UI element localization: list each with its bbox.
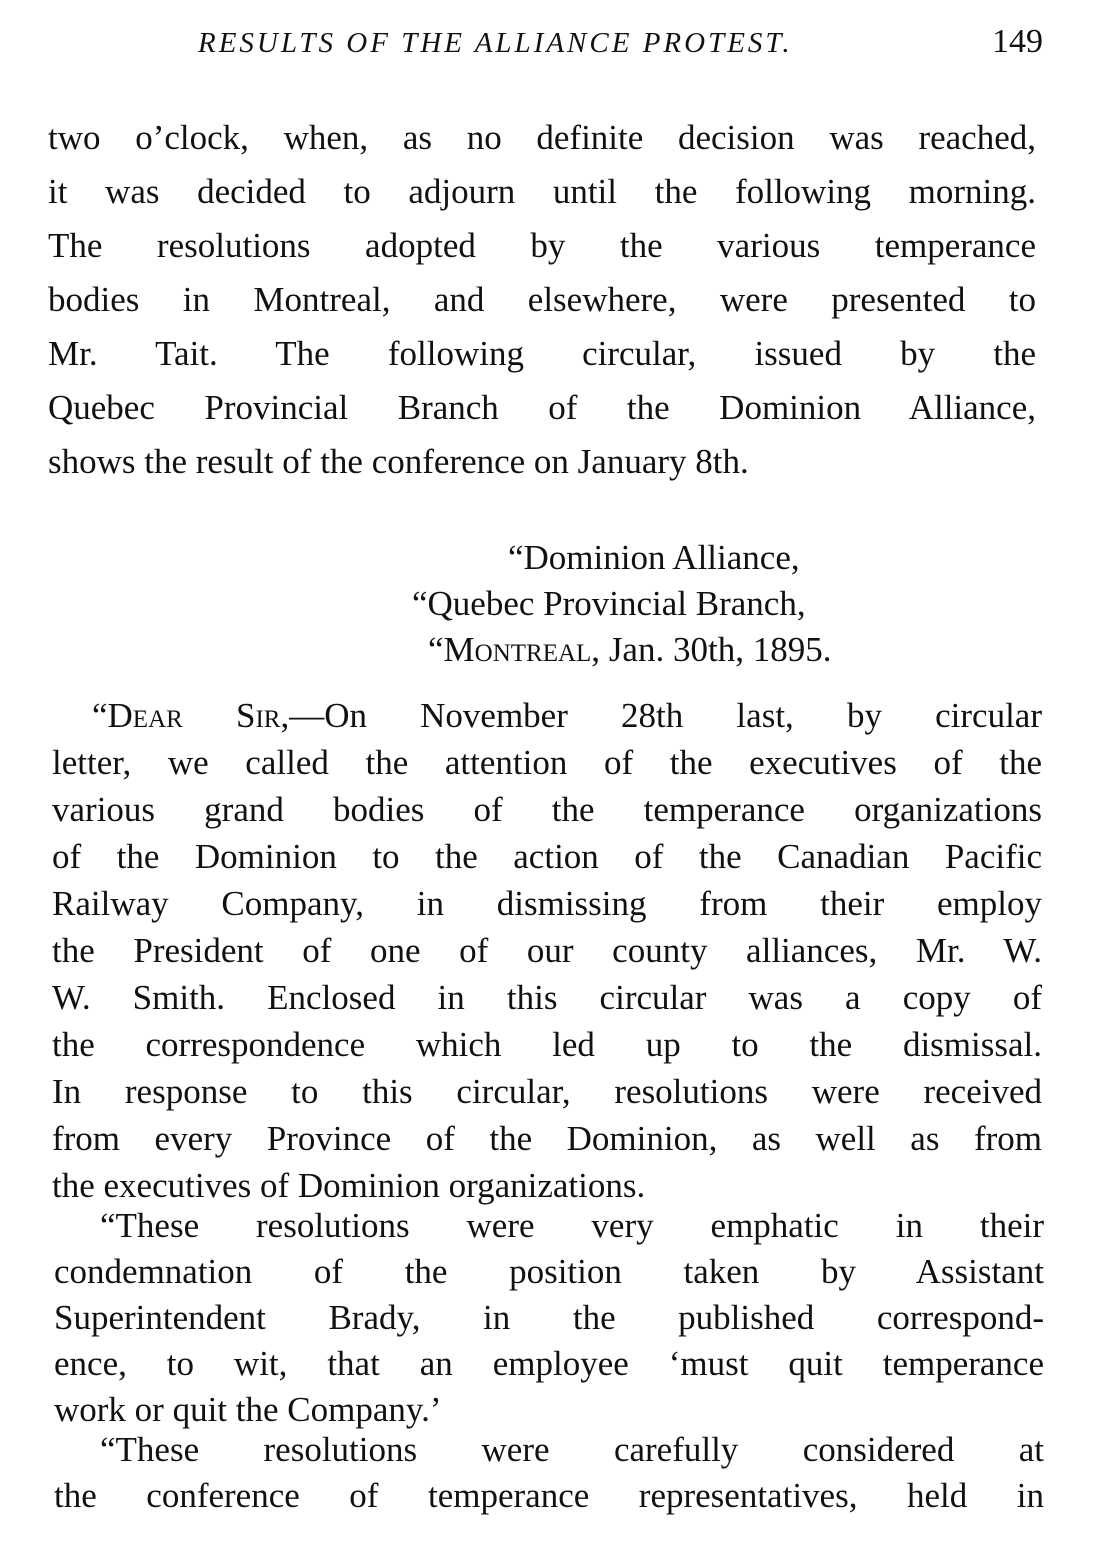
text-line: various grand bodies of the temperance organizations: [52, 790, 1042, 829]
address-date: Jan. 30th, 1895.: [600, 630, 832, 669]
text-line: the President of one of our county alliances, Mr. W.: [52, 931, 1042, 970]
address-line: “Quebec Provincial Branch,: [412, 584, 806, 623]
text-line: Superintendent Brady, in the published correspond-: [54, 1298, 1044, 1337]
salutation-rest: —On November 28th last, by circular: [289, 696, 1042, 735]
text-line: of the Dominion to the action of the Canadian Pacific: [52, 837, 1042, 876]
text-line: bodies in Montreal, and elsewhere, were presented to: [48, 280, 1036, 319]
address-city: “Montreal,: [428, 630, 601, 669]
text-line: Railway Company, in dismissing from their employ: [52, 884, 1042, 923]
text-line: the executives of Dominion organizations.: [52, 1166, 646, 1205]
text-line: In response to this circular, resolutions were received: [52, 1072, 1042, 1111]
text-line: Quebec Provincial Branch of the Dominion Alliance,: [48, 388, 1036, 427]
address-line-date: [428, 628, 831, 672]
text-line: letter, we called the attention of the executives of the: [52, 743, 1042, 782]
running-head: [198, 24, 1043, 64]
address-line: “Dominion Alliance,: [508, 538, 800, 577]
text-line: the conference of temperance representatives, held in: [54, 1476, 1044, 1515]
text-line: it was decided to adjourn until the following morning.: [48, 172, 1036, 211]
text-line: The resolutions adopted by the various temperance: [48, 226, 1036, 265]
text-line: Mr. Tait. The following circular, issued by the: [48, 334, 1036, 373]
text-line: ence, to wit, that an employee ‘must quit temperance: [54, 1344, 1044, 1383]
text-line: “These resolutions were carefully considered at: [100, 1430, 1044, 1469]
page-number: 149: [992, 23, 1043, 60]
text-line: “These resolutions were very emphatic in their: [100, 1206, 1044, 1245]
text-line: work or quit the Company.’: [54, 1390, 442, 1429]
text-line: shows the result of the conference on January 8th.: [48, 442, 749, 481]
text-line: condemnation of the position taken by Assistant: [54, 1252, 1044, 1291]
text-line: from every Province of the Dominion, as well as from: [52, 1119, 1042, 1158]
salutation: “Dear Sir,: [92, 696, 290, 735]
text-line: the correspondence which led up to the dismissal.: [52, 1025, 1042, 1064]
text-line: two o’clock, when, as no definite decision was reached,: [48, 118, 1036, 157]
text-line: W. Smith. Enclosed in this circular was a copy of: [52, 978, 1042, 1017]
running-title: RESULTS OF THE ALLIANCE PROTEST.: [198, 27, 793, 59]
text-line: [92, 694, 1042, 738]
